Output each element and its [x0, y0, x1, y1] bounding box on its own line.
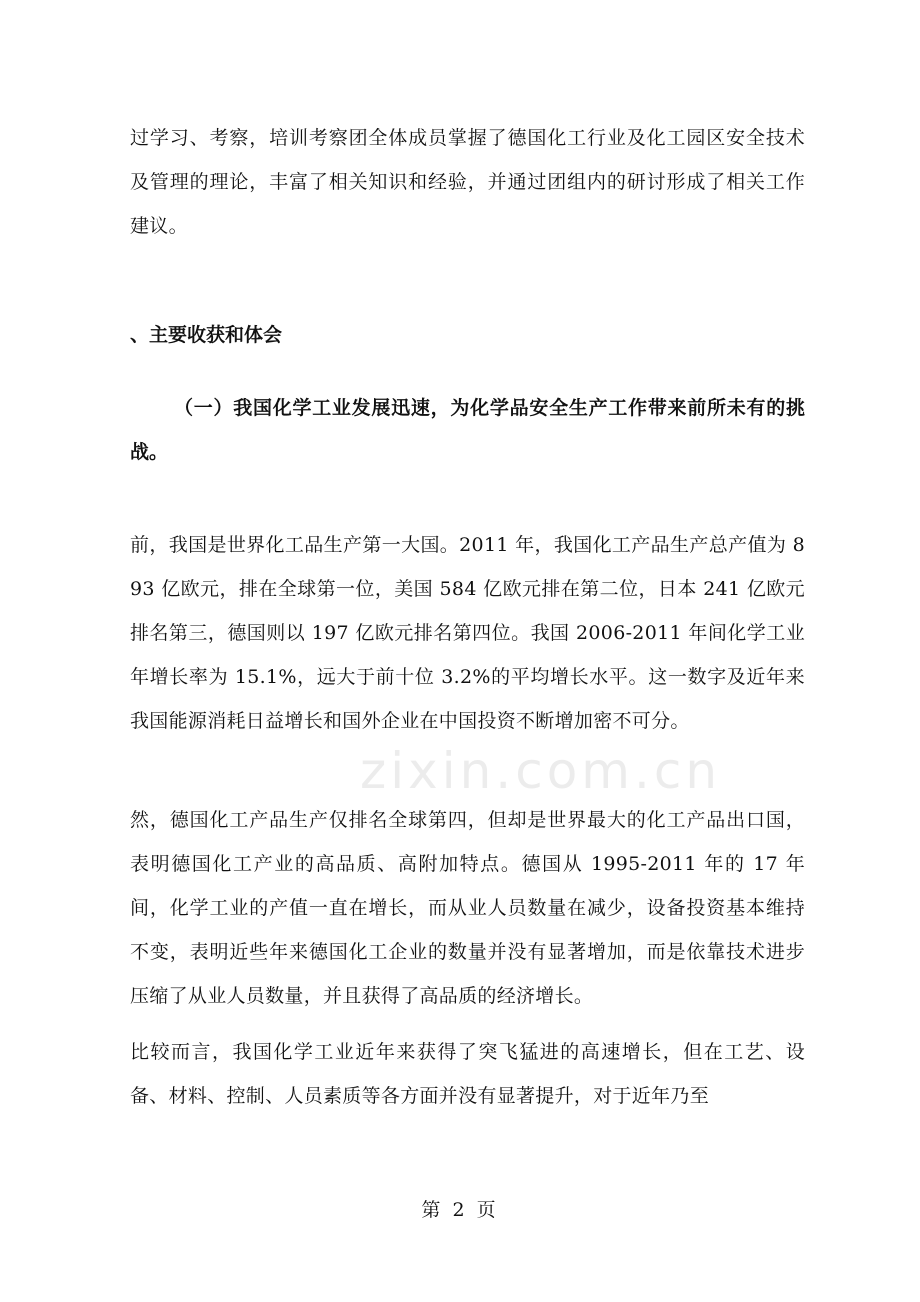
paragraph-intro: 过学习、考察，培训考察团全体成员掌握了德国化工行业及化工园区安全技术及管理的理论，丰富了相关知识和经验，并通过团组内的研讨形成了相关工作建议。: [130, 127, 805, 237]
paragraph-germany-production: 然，德国化工产品生产仅排名全球第四，但却是世界最大的化工产品出口国，表明德国化工产业的高品质、高附加特点。德国从 1995-2011 年的 17 年间，化学工业的产值一直在增长，而从业人员数量在减少，设备投资基本维持不变，表明近些年来德国化工企业的数量并没有显著增加，而是依靠技术进步压缩了从业人员数量，并且获得了高品质的经济增长。: [130, 809, 805, 1007]
watermark: zixin.com.cn: [360, 742, 722, 800]
paragraph-china-production: 前，我国是世界化工品生产第一大国。2011 年，我国化工产品生产总产值为 893 亿欧元，排在全球第一位，美国 584 亿欧元排在第二位，日本 241 亿欧元排名第三，德国则以 197 亿欧元排名第四位。我国 2006-2011 年间化学工业年增长率为 15.1%，远大于前十位 3.2%的平均增长水平。这一数字及近年来我国能源消耗日益增长和国外企业在中国投资不断增加密不可分。: [130, 534, 805, 732]
section-heading: 、主要收获和体会: [130, 324, 283, 346]
subsection-heading: （一）我国化学工业发展迅速，为化学品安全生产工作带来前所未有的挑战。: [130, 397, 805, 463]
page-number: 第 2 页: [421, 1199, 499, 1221]
paragraph-comparison: 比较而言，我国化学工业近年来获得了突飞猛进的高速增长，但在工艺、设备、材料、控制、人员素质等各方面并没有显著提升，对于近年乃至: [130, 1041, 805, 1107]
